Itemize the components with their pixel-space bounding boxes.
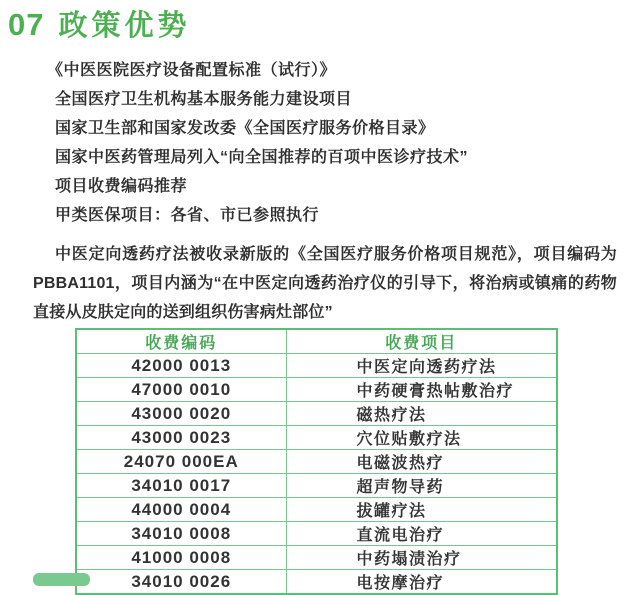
fee-code-cell: 34010 0026 [76,570,286,595]
fee-table-header-row [76,329,557,354]
fee-item-cell: 拔罐疗法 [286,498,557,522]
fee-code-cell: 41000 0008 [76,546,286,570]
fee-table-row [76,474,557,498]
fee-table-head [76,329,557,354]
section-number: 07 [8,7,45,42]
policy-list-item: 国家中医药管理局列入“向全国推荐的百项中医诊疗技术” [55,149,469,166]
fee-item-cell: 穴位贴敷疗法 [286,426,557,450]
fee-table-row [76,522,557,546]
fee-code-cell: 34010 0017 [76,474,286,498]
fee-item-cell: 电磁波热疗 [286,450,557,474]
policy-list-item: 《中医医院医疗设备配置标准（试行）》 [47,62,337,79]
fee-table-body [76,354,557,595]
next-section-decoration [33,573,90,586]
fee-item-cell: 中药硬膏热帖敷治疗 [286,378,557,402]
fee-table-row [76,450,557,474]
fee-table-row [76,354,557,378]
fee-code-cell: 24070 000EA [76,450,286,474]
fee-table [75,328,558,595]
policy-list-item: 项目收费编码推荐 [55,178,188,195]
fee-table-row [76,426,557,450]
policy-list-item: 甲类医保项目：各省、市已参照执行 [55,207,320,224]
fee-item-cell: 超声物导药 [286,474,557,498]
policy-list-item: 国家卫生部和国家发改委《全国医疗服务价格目录》 [55,120,435,137]
fee-item-cell: 磁热疗法 [286,402,557,426]
fee-item-cell: 中医定向透药疗法 [286,354,557,378]
page-title: 政策优势 [58,10,191,42]
policy-list [47,56,469,230]
fee-code-cell: 47000 0010 [76,378,286,402]
fee-code-cell: 42000 0013 [76,354,286,378]
fee-table-row [76,498,557,522]
fee-code-cell: 43000 0020 [76,402,286,426]
page-header [8,3,191,44]
fee-item-cell: 电按摩治疗 [286,570,557,595]
fee-item-cell: 直流电治疗 [286,522,557,546]
fee-item-header: 收费项目 [286,329,557,354]
fee-table-row [76,546,557,570]
fee-code-cell: 44000 0004 [76,498,286,522]
fee-code-header: 收费编码 [76,329,286,354]
fee-code-cell: 43000 0023 [76,426,286,450]
fee-item-cell: 中药塌渍治疗 [286,546,557,570]
fee-table-row [76,378,557,402]
policy-list-item: 全国医疗卫生机构基本服务能力建设项目 [55,91,353,108]
fee-code-cell: 34010 0008 [76,522,286,546]
fee-table-row [76,402,557,426]
intro-paragraph: 中医定向透药疗法被收录新版的《全国医疗服务价格项目规范》，项目编码为PBBA1101，项目内涵为“在中医定向透药治疗仪的引导下，将治病或镇痛的药物直接从皮肤定向的送到组织伤害病灶部位” [33,246,617,321]
